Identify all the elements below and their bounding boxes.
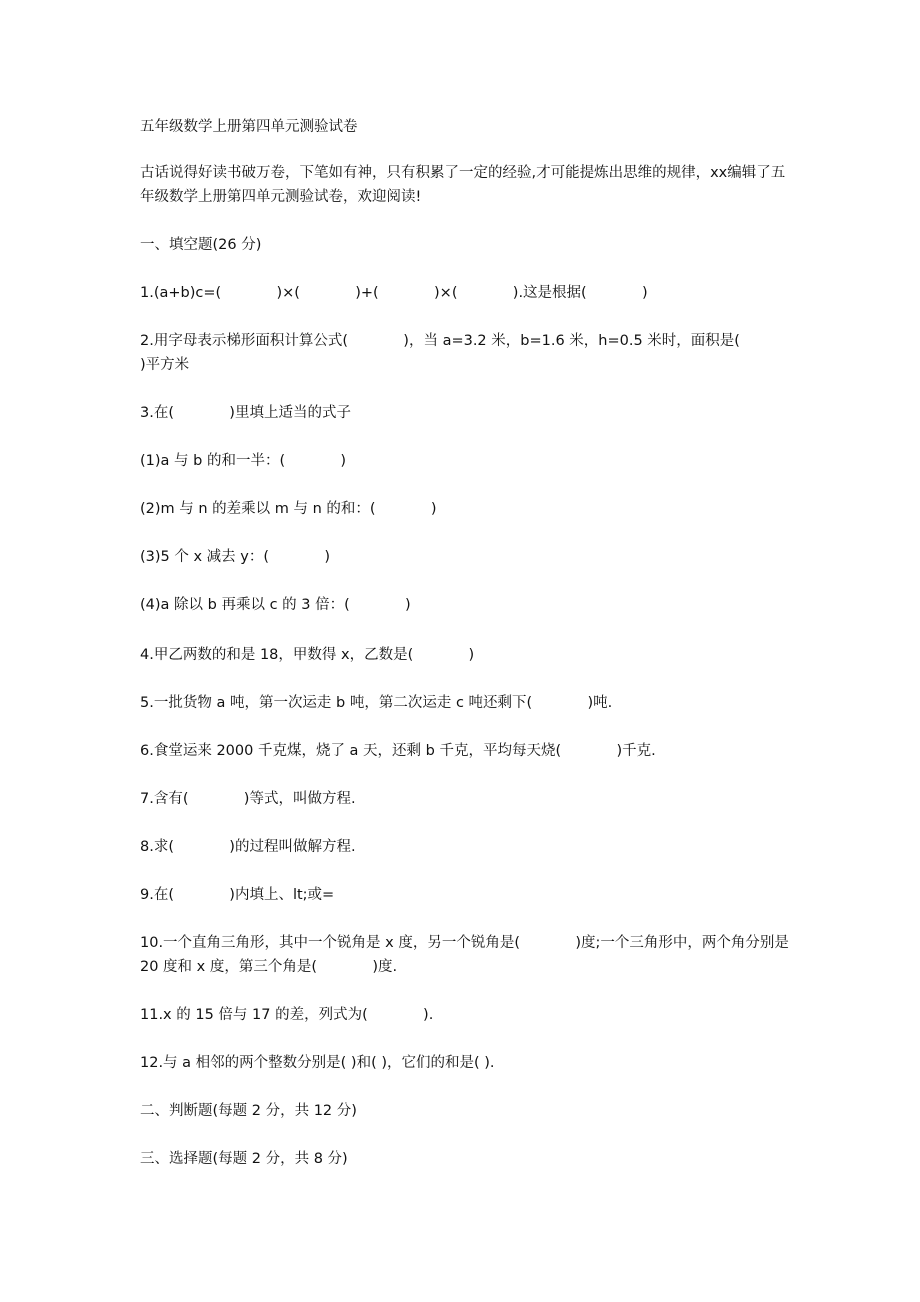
question-5: 5.一批货物 a 吨，第一次运走 b 吨，第二次运走 c 吨还剩下( )吨. [140,695,613,711]
question-3-2: (2)m 与 n 的差乘以 m 与 n 的和：( ) [140,501,437,517]
question-7: 7.含有( )等式，叫做方程. [140,791,356,807]
section-judge-heading: 二、判断题(每题 2 分，共 12 分) [140,1103,357,1119]
question-9: 9.在( )内填上、lt;或= [140,887,335,903]
intro-paragraph: 古话说得好读书破万卷，下笔如有神，只有积累了一定的经验,才可能提炼出思维的规律，xx编辑了五年级数学上册第四单元测验试卷，欢迎阅读! [140,165,786,205]
question-4: 4.甲乙两数的和是 18，甲数得 x，乙数是( ) [140,647,475,663]
question-1: 1.(a+b)c=( )×( )+( )×( ).这是根据( ) [140,285,648,301]
question-3-1: (1)a 与 b 的和一半：( ) [140,453,347,469]
question-3: 3.在( )里填上适当的式子 [140,405,351,421]
question-8: 8.求( )的过程叫做解方程. [140,839,356,855]
section-fill-heading: 一、填空题(26 分) [140,237,262,253]
question-6: 6.食堂运来 2000 千克煤，烧了 a 天，还剩 b 千克，平均每天烧( )千克. [140,743,656,759]
question-12: 12.与 a 相邻的两个整数分别是( )和( )，它们的和是( ). [140,1055,495,1071]
question-3-3: (3)5 个 x 减去 y：( ) [140,549,330,565]
document-title: 五年级数学上册第四单元测验试卷 [140,119,358,135]
section-choice-heading: 三、选择题(每题 2 分，共 8 分) [140,1151,348,1167]
question-3-4: (4)a 除以 b 再乘以 c 的 3 倍：( ) [140,597,411,613]
question-10: 10.一个直角三角形，其中一个锐角是 x 度，另一个锐角是( )度;一个三角形中，两个角分别是 20 度和 x 度，第三个角是( )度. [140,935,794,975]
question-2: 2.用字母表示梯形面积计算公式( )，当 a=3.2 米，b=1.6 米，h=0.5 米时，面积是( )平方米 [140,333,796,373]
question-11: 11.x 的 15 倍与 17 的差，列式为( ). [140,1007,434,1023]
